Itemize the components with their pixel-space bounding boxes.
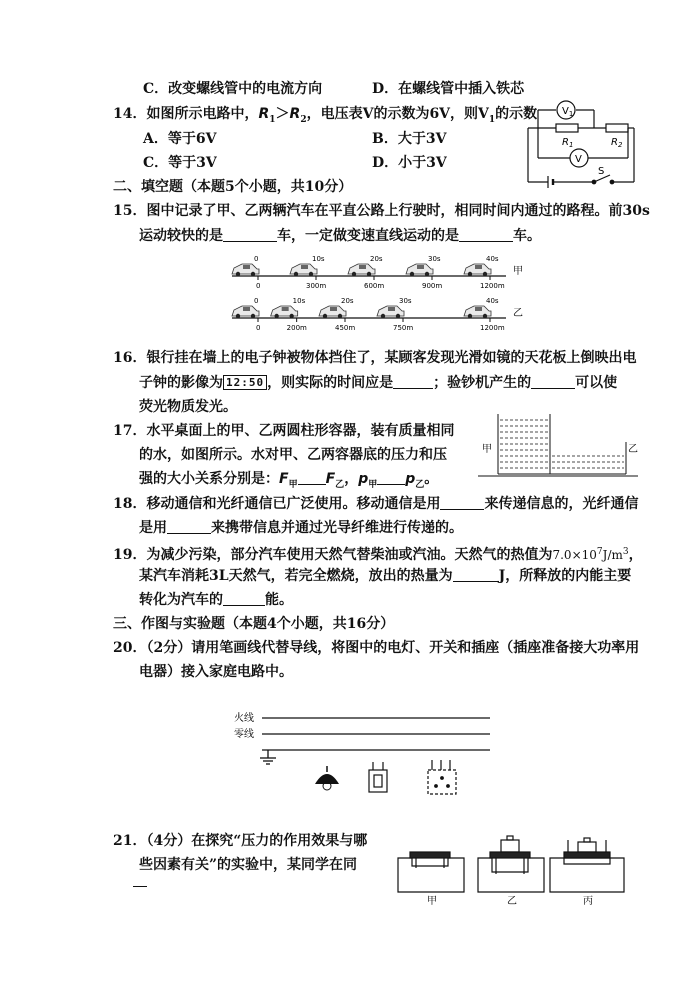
car-yi-car-icon [271, 306, 298, 318]
car-yi-distance-label: 750m [393, 324, 414, 332]
q13-option-d: D．在螺线管中插入铁芯 [372, 81, 525, 97]
q18-line1: 18．移动通信和光纤通信已广泛使用。移动通信是用 来传递信息的，光纤通信 [113, 496, 639, 512]
circuit-v1-label: $V_1$ [562, 106, 574, 118]
q19-line2: 某汽车消耗3L天然气，若完全燃烧，放出的热量为 J，所释放的内能主要 [139, 568, 632, 584]
q16-line2: 子钟的影像为 12:50 ，则实际的时间应是 ；验钞机产生的 可以使 [139, 375, 618, 391]
sponge-label-yi: 乙 [507, 896, 517, 907]
q17-blank-pressure[interactable] [377, 470, 405, 485]
q14-option-a: A．等于6V [143, 131, 217, 147]
q16-blank-1[interactable] [393, 374, 433, 389]
q19-line3: 转化为汽车的 能。 [139, 592, 293, 608]
q14-option-d: D．小于3V [372, 155, 447, 171]
car-jia-time-label: 20s [370, 255, 383, 263]
q15-line1: 15．图中记录了甲、乙两辆汽车在平直公路上行驶时，相同时间内通过的路程。前30s [113, 203, 650, 219]
car-jia-distance-label: 300m [306, 282, 327, 290]
car-yi-label: 乙 [513, 308, 523, 319]
circuit-v-label: V [575, 154, 582, 165]
car-yi-distance-label: 0 [256, 324, 261, 332]
q21-sponge-figure [392, 830, 632, 910]
q19-blank-2[interactable] [223, 591, 265, 606]
neutral-wire-label: 零线 [234, 729, 254, 740]
lamp-icon [315, 766, 339, 790]
mirrored-clock-display: 12:50 [223, 375, 267, 390]
car-jia-distance-label: 600m [364, 282, 385, 290]
car-yi-car-icon [464, 306, 491, 318]
circuit-r1-label: $R_1$ [562, 137, 574, 149]
q13-option-c: C．改变螺线管中的电流方向 [143, 81, 323, 97]
q15-blank-2[interactable] [459, 227, 513, 242]
live-wire-label: 火线 [234, 713, 254, 724]
q21-trailing-dash [133, 886, 147, 887]
circuit-s-label: S [598, 166, 605, 177]
q21-line1: 21．（4分）在探究“压力的作用效果与哪 [113, 833, 368, 849]
q17-blank-force[interactable] [298, 470, 326, 485]
car-jia-time-label: 40s [486, 255, 499, 263]
circuit-r2-label: $R_2$ [611, 137, 623, 149]
q21-line2: 些因素有关”的实验中，某同学在同 [139, 857, 358, 873]
q20-line1: 20．（2分）请用笔画线代替导线，将图中的电灯、开关和插座（插座准备接大功率用 [113, 640, 640, 656]
car-jia-label: 甲 [513, 266, 523, 277]
q14-circuit-diagram [520, 98, 640, 190]
car-yi-distance-label: 450m [335, 324, 356, 332]
car-jia-time-label: 0 [254, 255, 259, 263]
car-jia-car-icon [464, 264, 491, 276]
q17-line1: 17．水平桌面上的甲、乙两圆柱形容器，装有质量相同 [113, 423, 455, 439]
switch-icon [369, 762, 387, 792]
sponge-label-jia: 甲 [427, 896, 437, 907]
car-jia-time-label: 10s [312, 255, 325, 263]
q16-line3: 荧光物质发光。 [139, 399, 237, 415]
sponge-label-bing: 丙 [583, 896, 593, 907]
q14-option-c: C．等于3V [143, 155, 217, 171]
car-jia-distance-label: 1200m [480, 282, 505, 290]
q16-line1: 16．银行挂在墙上的电子钟被物体挡住了，某顾客发现光滑如镜的天花板上倒映出电 [113, 350, 637, 366]
q19-blank-1[interactable] [453, 567, 499, 582]
car-yi-car-icon [232, 306, 259, 318]
car-yi-time-label: 10s [292, 297, 306, 305]
container-yi-label: 乙 [628, 444, 638, 455]
q14-stem: 14．如图所示电路中，$R_1>R_2$，电压表V的示数为6V，则$V_1$的示数 [113, 106, 538, 125]
car-yi-time-label: 30s [399, 297, 412, 305]
car-yi-distance-label: 1200m [480, 324, 505, 332]
q17-line3: 强的大小关系分别是：$F_甲$ $F_乙$，$p_甲$ $p_乙$。 [139, 471, 439, 490]
car-jia-distance-label: 900m [422, 282, 443, 290]
section-2-heading: 二、填空题（本题5个小题，共10分） [113, 179, 353, 195]
car-yi-time-label: 0 [254, 297, 259, 305]
heat-value: $7.0\times 10^7J/m^3$ [552, 547, 629, 562]
car-jia-car-icon [232, 264, 259, 276]
q18-line2: 是用 来携带信息并通过光导纤维进行传递的。 [139, 520, 463, 536]
q15-line2: 运动较快的是 车，一定做变速直线运动的是 车。 [139, 228, 541, 244]
q20-household-circuit [232, 706, 494, 798]
q18-blank-1[interactable] [440, 495, 484, 510]
container-jia-label: 甲 [482, 444, 492, 455]
car-yi-time-label: 20s [341, 297, 354, 305]
q19-line1: 19．为减少污染，部分汽车使用天然气替柴油或汽油。天然气的热值为$7.0\times 10^7J/m^3$， [113, 547, 643, 563]
car-yi-car-icon [319, 306, 346, 318]
car-yi-car-icon [377, 306, 404, 318]
q17-containers-figure [478, 412, 640, 478]
q15-cars-figure [228, 252, 528, 340]
q20-line2: 电器）接入家庭电路中。 [139, 664, 293, 680]
socket-icon [428, 760, 456, 794]
q14-option-b: B．大于3V [372, 131, 447, 147]
car-yi-distance-label: 200m [286, 324, 307, 332]
q17-line2: 的水，如图所示。水对甲、乙两容器底的压力和压 [139, 447, 447, 463]
car-jia-car-icon [290, 264, 317, 276]
car-jia-time-label: 30s [428, 255, 441, 263]
q15-blank-1[interactable] [223, 227, 277, 242]
car-jia-distance-label: 0 [256, 282, 261, 290]
car-jia-car-icon [348, 264, 375, 276]
q16-blank-2[interactable] [531, 374, 575, 389]
q18-blank-2[interactable] [167, 519, 211, 534]
section-3-heading: 三、作图与实验题（本题4个小题，共16分） [113, 616, 395, 632]
car-jia-car-icon [406, 264, 433, 276]
car-yi-time-label: 40s [486, 297, 499, 305]
